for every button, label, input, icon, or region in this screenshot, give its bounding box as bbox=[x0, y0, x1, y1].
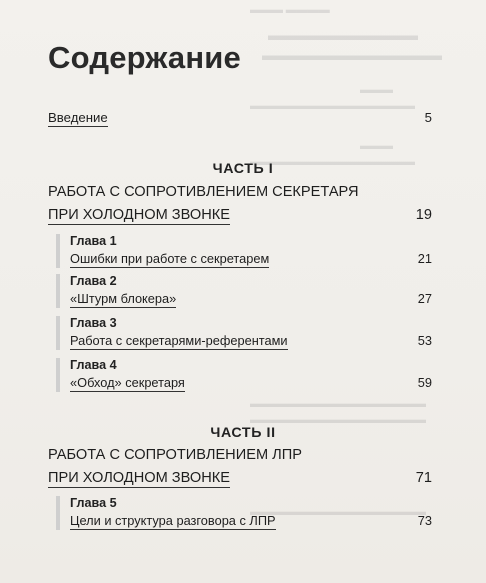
part-heading: ЧАСТЬ I bbox=[212, 161, 274, 177]
toc-page-number: 53 bbox=[417, 333, 432, 348]
bleed-through-text: ▬▬▬▬▬▬▬▬▬▬▬▬ bbox=[262, 48, 442, 64]
bleed-through-text: ▬▬▬▬▬▬▬▬▬▬▬▬▬▬▬▬ bbox=[250, 414, 426, 426]
toc-page-number: 27 bbox=[417, 291, 432, 306]
toc-page-number: 19 bbox=[415, 207, 432, 223]
chapter-label: Глава 2 bbox=[70, 274, 117, 288]
bleed-through-text: ▬▬▬ ▬▬▬▬ bbox=[250, 4, 330, 16]
chapter-label: Глава 3 bbox=[70, 316, 117, 330]
bleed-through-text: ▬▬▬▬▬▬▬▬▬▬ bbox=[268, 28, 418, 44]
chapter-entry[interactable] bbox=[56, 496, 432, 530]
toc-entry-label: Введение bbox=[48, 110, 108, 125]
bleed-through-text: ▬▬▬▬▬▬▬▬▬▬▬▬▬▬▬ bbox=[250, 156, 415, 168]
part-title-line: РАБОТА С СОПРОТИВЛЕНИЕМ ЛПР bbox=[48, 447, 302, 463]
toc-page-number: 59 bbox=[417, 375, 432, 390]
chapter-title: Цели и структура разговора с ЛПР bbox=[70, 513, 276, 528]
bleed-through-text: ▬▬▬▬▬▬▬▬▬▬▬▬▬▬▬▬ bbox=[250, 506, 426, 518]
chapter-title: Ошибки при работе с секретарем bbox=[70, 251, 270, 266]
chapter-title: «Штурм блокера» bbox=[70, 291, 177, 306]
part-title-line: РАБОТА С СОПРОТИВЛЕНИЕМ СЕКРЕТАРЯ bbox=[48, 184, 359, 200]
chapter-label: Глава 1 bbox=[70, 234, 117, 248]
chapter-title: Работа с секретарями-референтами bbox=[70, 333, 288, 348]
toc-page-number: 73 bbox=[417, 513, 432, 528]
chapter-entry[interactable] bbox=[56, 316, 432, 350]
bleed-through-text: ▬▬▬ bbox=[360, 84, 393, 96]
toc-page-number: 5 bbox=[424, 110, 432, 125]
toc-entry-intro[interactable] bbox=[48, 110, 432, 127]
toc-page-number: 21 bbox=[417, 251, 432, 266]
chapter-entry[interactable] bbox=[56, 234, 432, 268]
chapter-label: Глава 5 bbox=[70, 496, 117, 510]
part-heading: ЧАСТЬ II bbox=[210, 425, 276, 441]
toc-title: Содержание bbox=[48, 40, 241, 75]
chapter-entry[interactable] bbox=[56, 274, 432, 308]
toc-entry-part[interactable] bbox=[48, 470, 432, 488]
part-title-line: ПРИ ХОЛОДНОМ ЗВОНКЕ bbox=[48, 470, 230, 486]
chapter-label: Глава 4 bbox=[70, 358, 117, 372]
bleed-through-text: ▬▬▬▬▬▬▬▬▬▬▬▬▬▬▬ bbox=[250, 100, 415, 112]
bleed-through-text: ▬▬▬ bbox=[360, 140, 393, 152]
part-title-line: ПРИ ХОЛОДНОМ ЗВОНКЕ bbox=[48, 207, 230, 223]
toc-page-number: 71 bbox=[415, 470, 432, 486]
chapter-title: «Обход» секретаря bbox=[70, 375, 185, 390]
chapter-entry[interactable] bbox=[56, 358, 432, 392]
toc-entry-part[interactable] bbox=[48, 207, 432, 225]
bleed-through-text: ▬▬▬▬▬▬▬▬▬▬▬▬▬▬▬▬ bbox=[250, 398, 426, 410]
